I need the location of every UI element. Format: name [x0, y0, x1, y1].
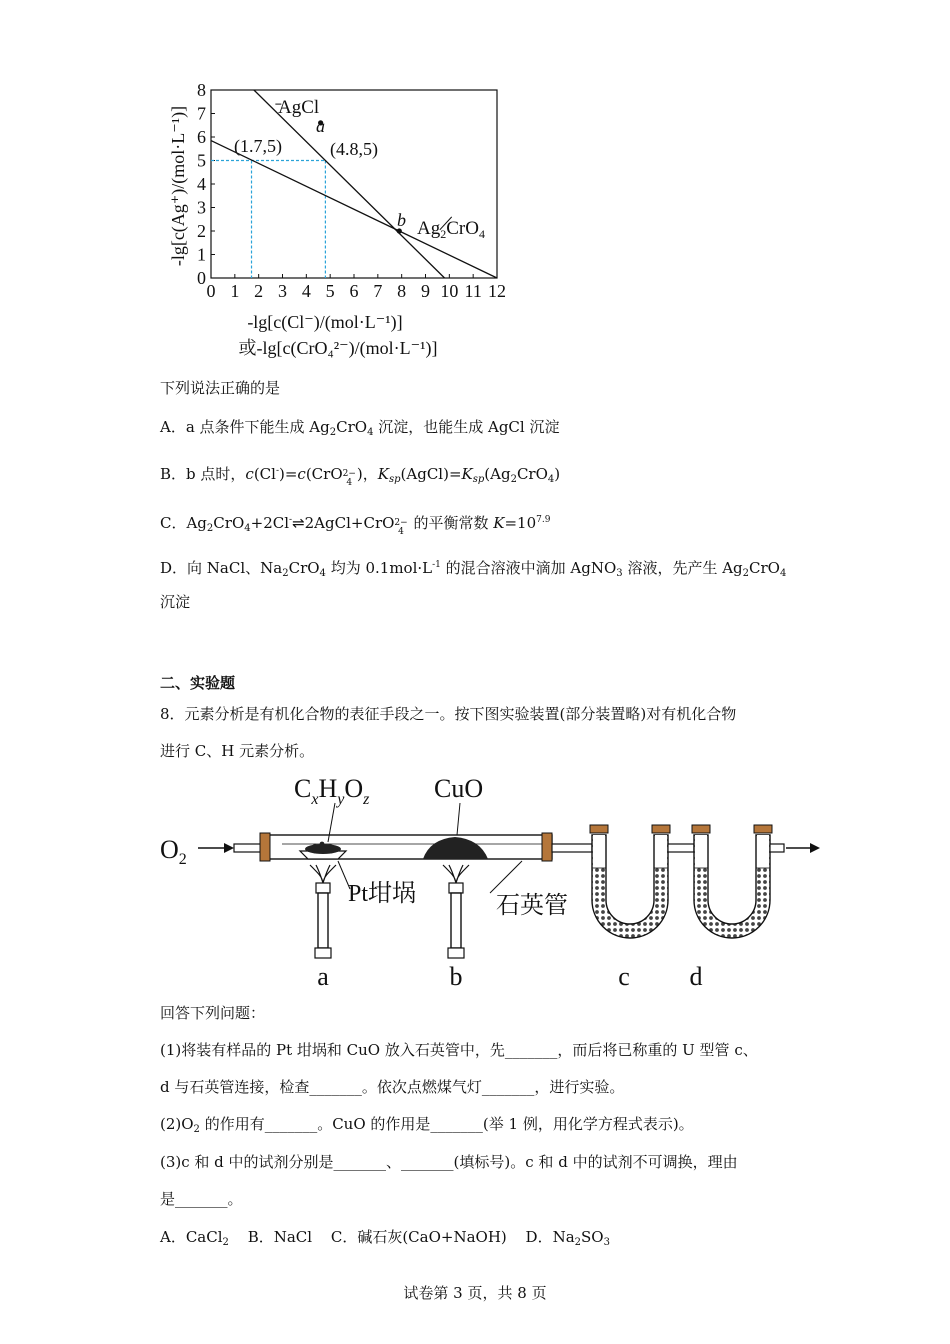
- quartz-tube-label: 石英管: [496, 893, 568, 919]
- u-tube-d: [692, 825, 772, 938]
- y-tick-label: 0: [197, 268, 206, 288]
- annotation-1: (1.7,5): [234, 136, 282, 156]
- q8-stem-line1: 8．元素分析是有机化合物的表征手段之一。按下图实验装置(部分装置略)对有机化合物: [160, 705, 737, 723]
- x-tick-label: 12: [488, 281, 506, 301]
- solubility-chart: [150, 80, 530, 370]
- u-tube-c: [590, 825, 670, 938]
- y-axis-ticks: [197, 80, 215, 288]
- answer-intro: 回答下列问题：: [160, 1004, 266, 1022]
- series-label-agcl: AgCl: [278, 97, 320, 118]
- x-tick-label: 0: [206, 281, 216, 301]
- x-tick-label: 3: [278, 281, 287, 301]
- y-tick-label: 2: [197, 221, 206, 241]
- q8-stem-line2: 进行 C、H 元素分析。: [160, 742, 315, 760]
- o2-label: $O_2$: [160, 835, 187, 868]
- x-tick-label: 5: [325, 281, 335, 301]
- point-label-b: b: [397, 210, 406, 230]
- x-tick-label: 2: [254, 281, 264, 301]
- section-title: 二、实验题: [160, 674, 236, 692]
- q8-options[interactable]: [160, 1227, 610, 1253]
- y-tick-label: 8: [197, 80, 206, 100]
- page-footer: 试卷第 3 页，共 8 页: [403, 1284, 547, 1302]
- x-axis-label-2: 或-lg[c(CrO₄²⁻)/(mol·L⁻¹)]: [238, 338, 438, 358]
- option-a[interactable]: A．CaCl$_2$: [160, 1228, 229, 1248]
- x-tick-label: 4: [301, 281, 311, 301]
- q7-option-d-line2: 沉淀: [160, 593, 191, 611]
- q7-option-a[interactable]: A．a 点条件下能生成 $Ag_2CrO_4$ 沉淀，也能生成 AgCl 沉淀: [160, 418, 560, 438]
- q8-part3-line1: (3)c 和 d 中的试剂分别是_______、_______(填标号)。c 和 d 中的试剂不可调换，理由: [160, 1153, 738, 1171]
- q8-part1-line1: (1)将装有样品的 Pt 坩埚和 CuO 放入石英管中，先_______，而后将已称重的 U 型管 c、: [160, 1041, 758, 1059]
- q7-option-d[interactable]: D．向 NaCl、$Na_2CrO_4$ 均为 $0.1mol\cdot L^{-1}$ 的混合溶液中滴加 AgNO$_3$ 溶液，先产生 $Ag_2CrO_4$: [160, 559, 787, 579]
- stopper-left: [260, 833, 270, 861]
- point-label-a: a: [316, 116, 325, 136]
- option-c[interactable]: C．碱石灰(CaO+NaOH): [330, 1228, 507, 1246]
- connector-cd: [668, 844, 694, 852]
- q7-option-c[interactable]: C．$Ag_2CrO_4+2Cl^-\rightleftharpoons 2AgCl+CrO$ 2− 4 的平衡常数 $K=10^{7.9}$: [160, 514, 551, 537]
- plot-frame: [211, 90, 497, 278]
- inlet-tube: [234, 844, 261, 852]
- series-line-ag2cro4: [211, 141, 497, 278]
- apparatus-diagram: [150, 765, 840, 995]
- q8-part1-line2: d 与石英管连接，检查_______。依次点燃煤气灯_______，进行实验。: [160, 1078, 625, 1096]
- stopper-right: [542, 833, 552, 861]
- label-d: d: [689, 962, 703, 991]
- pt-crucible-label: Pt坩埚: [348, 881, 417, 907]
- x-tick-label: 11: [464, 281, 482, 301]
- y-tick-label: 1: [197, 244, 206, 265]
- y-axis-label: -lg[c(Ag⁺)/(mol·L⁻¹)]: [168, 105, 188, 267]
- burner-b: [443, 865, 469, 958]
- outlet-arrowhead: [810, 843, 820, 853]
- x-tick-label: 9: [421, 281, 430, 301]
- label-c: c: [618, 962, 630, 991]
- x-tick-label: 6: [349, 281, 359, 301]
- series-label-ag2cro4: $Ag_2CrO_4$: [417, 218, 485, 241]
- y-tick-label: 7: [197, 103, 206, 124]
- x-tick-label: 8: [397, 281, 407, 301]
- option-d[interactable]: D．$Na_2SO_3$: [525, 1228, 610, 1248]
- q8-part3-line2: 是_______。: [160, 1190, 243, 1208]
- q7-option-b[interactable]: B．b 点时，c(Cl-)=c(CrO 2− 4 )，$K_{sp}(AgCl)=K_{sp}(Ag_2CrO_4)$: [160, 465, 561, 488]
- q7-stem: 下列说法正确的是: [160, 379, 281, 397]
- q8-part2: $(2)O_2$ 的作用有_______。CuO 的作用是_______(举 1 例，用化学方程式表示)。: [160, 1115, 694, 1135]
- y-tick-label: 3: [197, 197, 206, 218]
- cuo-label: CuO: [434, 774, 484, 803]
- label-b: b: [449, 962, 463, 991]
- label-a: a: [317, 962, 329, 991]
- outlet-tube: [552, 844, 592, 852]
- y-tick-label: 4: [197, 174, 206, 194]
- x-tick-label: 10: [440, 281, 459, 301]
- annotation-2: (4.8,5): [330, 139, 378, 159]
- x-tick-label: 1: [230, 281, 240, 301]
- sample-formula-label: $C_xH_yO_z$: [294, 774, 370, 808]
- y-tick-label: 5: [197, 150, 206, 171]
- x-tick-label: 7: [373, 281, 383, 301]
- option-b[interactable]: B．NaCl: [247, 1228, 313, 1246]
- x-axis-label-1: -lg[c(Cl⁻)/(mol·L⁻¹)]: [247, 312, 403, 332]
- series-line-agcl: [254, 90, 445, 278]
- y-tick-label: 6: [197, 127, 206, 147]
- burner-a: [310, 865, 336, 958]
- o2-arrowhead: [224, 843, 234, 853]
- outlet-d: [770, 844, 784, 852]
